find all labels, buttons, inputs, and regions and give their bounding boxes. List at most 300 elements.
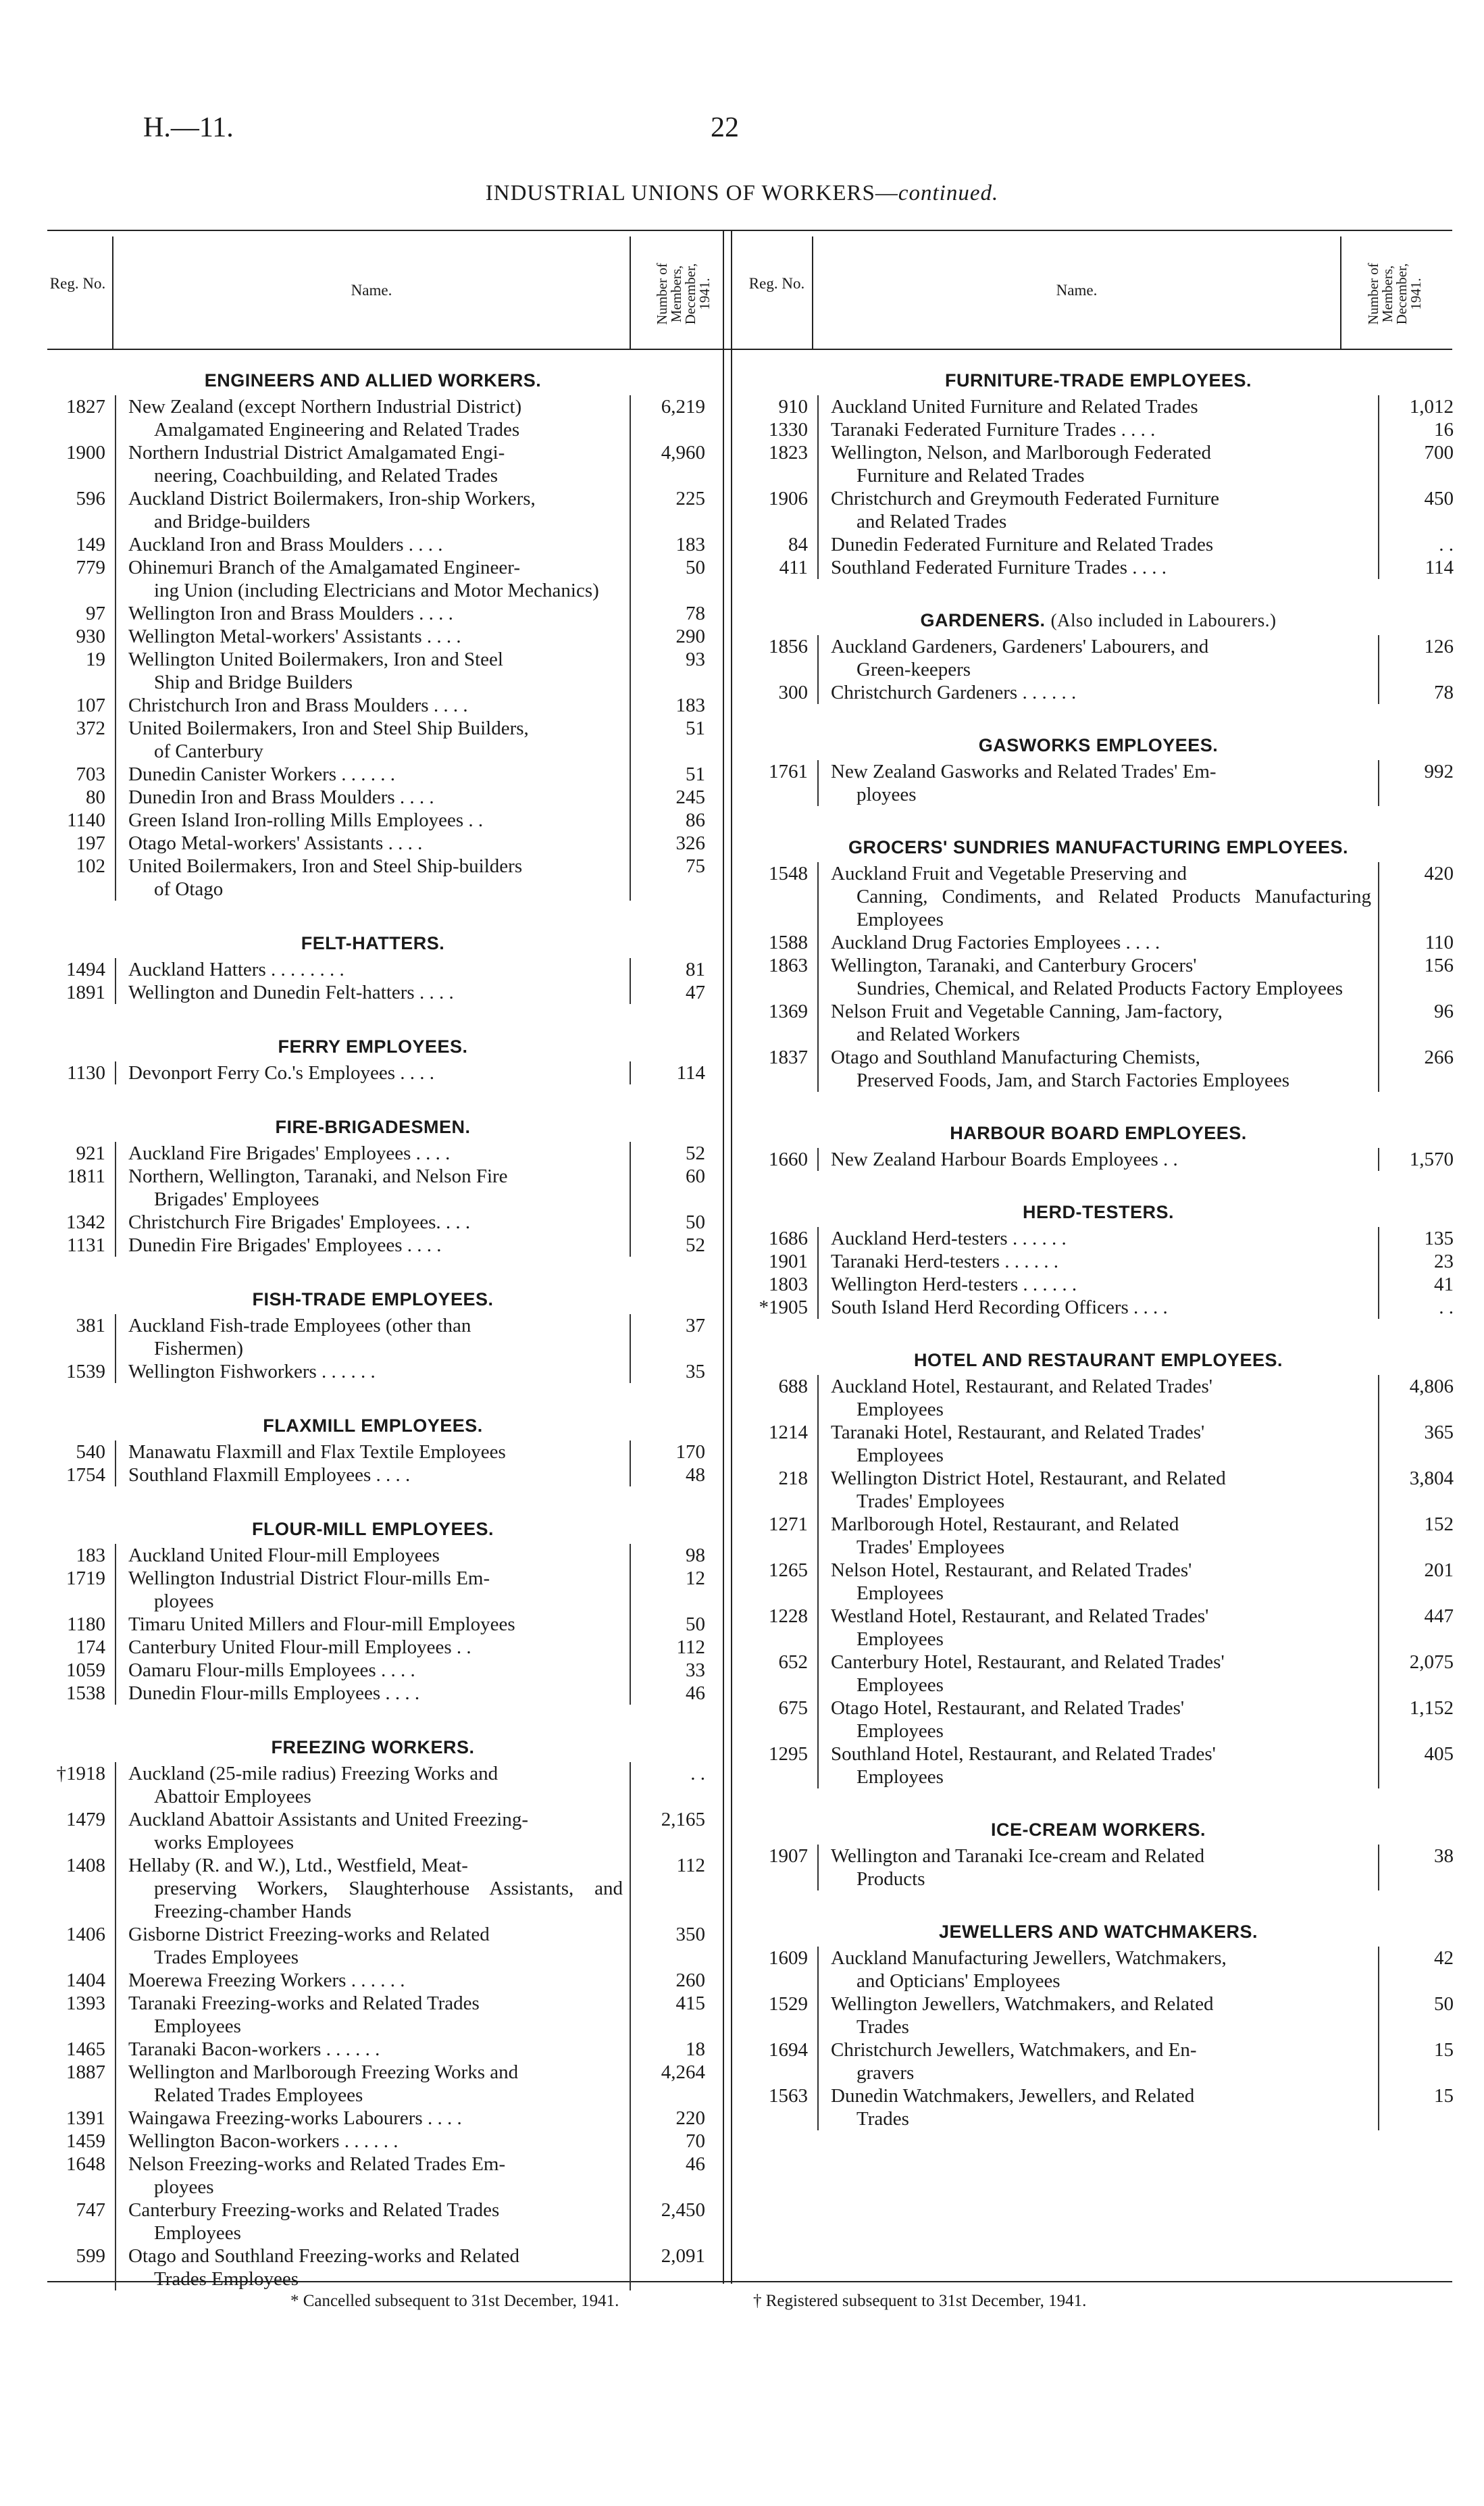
reg-no: *1905 bbox=[759, 1297, 808, 1318]
table-row bbox=[14, 533, 719, 556]
table-row bbox=[716, 1421, 1466, 1467]
reg-no: 149 bbox=[76, 534, 105, 555]
union-name: Auckland District Boilermakers, Iron-ship Workers, and Bridge-builders bbox=[115, 487, 631, 533]
reg-no: 1901 bbox=[769, 1251, 808, 1272]
table-row bbox=[14, 1682, 719, 1705]
member-count: 46 bbox=[686, 2153, 705, 2175]
member-count: 183 bbox=[675, 695, 705, 716]
union-name: Otago Hotel, Restaurant, and Related Trades' Employees bbox=[817, 1697, 1379, 1743]
union-name: Auckland Hatters . . . . . . . . bbox=[115, 958, 631, 981]
reg-no: 411 bbox=[779, 557, 808, 578]
table-row bbox=[716, 1845, 1466, 1890]
reg-no: 1823 bbox=[769, 442, 808, 463]
member-count: 1,570 bbox=[1409, 1149, 1454, 1170]
union-name: Auckland Manufacturing Jewellers, Watchmakers, and Opticians' Employees bbox=[817, 1947, 1379, 1993]
member-count: 3,804 bbox=[1409, 1468, 1454, 1489]
union-name: Timaru United Millers and Flour-mill Employees bbox=[115, 1613, 631, 1636]
reg-no: 1342 bbox=[66, 1211, 105, 1233]
reg-no: 174 bbox=[76, 1636, 105, 1658]
table-row bbox=[716, 760, 1466, 806]
table-row bbox=[14, 625, 719, 648]
table-row bbox=[716, 395, 1466, 418]
page-number: 22 bbox=[711, 112, 739, 143]
reg-no: 1548 bbox=[769, 863, 808, 884]
reg-no: 1369 bbox=[769, 1001, 808, 1022]
union-name: Moerewa Freezing Workers . . . . . . bbox=[115, 1969, 631, 1992]
member-count: 2,450 bbox=[661, 2199, 705, 2221]
reg-no: 688 bbox=[778, 1376, 808, 1397]
reg-no: 1059 bbox=[66, 1659, 105, 1681]
member-count: 365 bbox=[1424, 1422, 1454, 1443]
union-name: Dunedin Canister Workers . . . . . . bbox=[115, 763, 631, 786]
reg-no: 300 bbox=[778, 682, 808, 703]
section-title: HOTEL AND RESTAURANT EMPLOYEES. bbox=[913, 1350, 1283, 1370]
member-count: 992 bbox=[1424, 761, 1454, 782]
member-count: 51 bbox=[686, 718, 705, 739]
left-column bbox=[14, 370, 719, 2290]
union-name: Dunedin Watchmakers, Jewellers, and Related Trades bbox=[817, 2084, 1379, 2130]
member-count: 47 bbox=[686, 982, 705, 1003]
table-row bbox=[14, 2038, 719, 2061]
union-name: Waingawa Freezing-works Labourers . . . . bbox=[115, 2107, 631, 2130]
member-count: 290 bbox=[675, 626, 705, 647]
reg-no: 599 bbox=[76, 2245, 105, 2267]
member-count: 60 bbox=[686, 1166, 705, 1187]
member-count: 450 bbox=[1424, 488, 1454, 509]
union-name: Auckland Hotel, Restaurant, and Related Trades' Employees bbox=[817, 1375, 1379, 1421]
reg-no: 1694 bbox=[769, 2039, 808, 2061]
member-count: 78 bbox=[1434, 682, 1454, 703]
reg-no: 1295 bbox=[769, 1743, 808, 1765]
reg-no: 381 bbox=[76, 1315, 105, 1336]
reg-no: 1271 bbox=[769, 1513, 808, 1535]
union-name: Auckland Herd-testers . . . . . . bbox=[817, 1227, 1379, 1250]
union-name: Nelson Freezing-works and Related Trades Em- ployees bbox=[115, 2153, 631, 2199]
reg-no: 1494 bbox=[66, 959, 105, 980]
reg-no: 1891 bbox=[66, 982, 105, 1003]
reg-no: 930 bbox=[76, 626, 105, 647]
table-row bbox=[716, 1697, 1466, 1743]
table-row bbox=[14, 809, 719, 832]
reg-no: 1660 bbox=[769, 1149, 808, 1170]
section-title: FERRY EMPLOYEES. bbox=[278, 1036, 468, 1057]
reg-no: 1330 bbox=[769, 419, 808, 441]
name-header: Name. bbox=[351, 282, 392, 299]
union-name: Dunedin Federated Furniture and Related Trades bbox=[817, 533, 1379, 556]
union-name: Southland Flaxmill Employees . . . . bbox=[115, 1463, 631, 1486]
member-count: 75 bbox=[686, 855, 705, 877]
reg-no: 1131 bbox=[67, 1234, 105, 1256]
reg-no: 1214 bbox=[769, 1422, 808, 1443]
union-name: Canterbury United Flour-mill Employees . . bbox=[115, 1636, 631, 1659]
table-header-rule bbox=[47, 349, 1452, 350]
reg-no: 1754 bbox=[66, 1464, 105, 1486]
table-row bbox=[14, 832, 719, 855]
member-count: 51 bbox=[686, 763, 705, 785]
union-name: Wellington Metal-workers' Assistants . . . . bbox=[115, 625, 631, 648]
table-row bbox=[716, 1743, 1466, 1788]
table-row bbox=[14, 1142, 719, 1165]
union-name: Wellington Jewellers, Watchmakers, and Related Trades bbox=[817, 1993, 1379, 2038]
member-count: 35 bbox=[686, 1361, 705, 1382]
member-count: 70 bbox=[686, 2130, 705, 2152]
member-count: 15 bbox=[1434, 2039, 1454, 2061]
reg-no: 372 bbox=[76, 718, 105, 739]
section-title: FIRE-BRIGADESMEN. bbox=[275, 1117, 471, 1137]
reg-no: 779 bbox=[76, 557, 105, 578]
member-count: 2,165 bbox=[661, 1809, 705, 1830]
union-name: Wellington Herd-testers . . . . . . bbox=[817, 1273, 1379, 1296]
reg-no: 1228 bbox=[769, 1605, 808, 1627]
table-row bbox=[716, 635, 1466, 681]
union-name: Auckland United Flour-mill Employees bbox=[115, 1544, 631, 1567]
member-count: 114 bbox=[676, 1062, 705, 1084]
reg-no: 1837 bbox=[769, 1047, 808, 1068]
union-name: Wellington and Dunedin Felt-hatters . . . . bbox=[115, 981, 631, 1004]
table-row bbox=[14, 2199, 719, 2245]
member-count: 50 bbox=[686, 1613, 705, 1635]
reg-no: 1393 bbox=[66, 1993, 105, 2014]
table-row bbox=[14, 717, 719, 763]
reg-no: 1900 bbox=[66, 442, 105, 463]
table-row bbox=[14, 2107, 719, 2130]
union-name: Auckland Drug Factories Employees . . . . bbox=[817, 931, 1379, 954]
union-name: Auckland Gardeners, Gardeners' Labourers, and Green-keepers bbox=[817, 635, 1379, 681]
table-top-rule bbox=[47, 230, 1452, 231]
table-row bbox=[14, 855, 719, 901]
union-name: Marlborough Hotel, Restaurant, and Related Trades' Employees bbox=[817, 1513, 1379, 1559]
union-name: Christchurch Iron and Brass Moulders . . . . bbox=[115, 694, 631, 717]
table-row bbox=[14, 2130, 719, 2153]
reg-no: 1539 bbox=[66, 1361, 105, 1382]
reg-no: 97 bbox=[86, 603, 105, 624]
table-row bbox=[14, 441, 719, 487]
table-row bbox=[14, 1440, 719, 1463]
table-row bbox=[716, 1467, 1466, 1513]
table-row bbox=[716, 1250, 1466, 1273]
table-row bbox=[716, 862, 1466, 931]
reg-no: 1391 bbox=[66, 2107, 105, 2129]
member-count: 38 bbox=[1434, 1845, 1454, 1867]
reg-no: 1856 bbox=[769, 636, 808, 657]
table-row bbox=[14, 1969, 719, 1992]
table-row bbox=[716, 681, 1466, 704]
table-row bbox=[716, 1296, 1466, 1319]
reg-no: 1408 bbox=[66, 1855, 105, 1876]
union-name: Southland Hotel, Restaurant, and Related Trades' Employees bbox=[817, 1743, 1379, 1788]
reg-no: 183 bbox=[76, 1545, 105, 1566]
union-name: Wellington and Taranaki Ice-cream and Related Products bbox=[817, 1845, 1379, 1890]
table-row bbox=[716, 1273, 1466, 1296]
section-title: FLOUR-MILL EMPLOYEES. bbox=[251, 1519, 494, 1539]
member-count: . . bbox=[1439, 1297, 1454, 1318]
union-name: Auckland Abattoir Assistants and United Freezing- works Employees bbox=[115, 1808, 631, 1854]
table-row bbox=[14, 694, 719, 717]
reg-no: 1803 bbox=[769, 1274, 808, 1295]
union-name: Christchurch Fire Brigades' Employees. . . . bbox=[115, 1211, 631, 1234]
table-row bbox=[14, 1314, 719, 1360]
table-row bbox=[716, 533, 1466, 556]
union-name: Christchurch Jewellers, Watchmakers, and En- gravers bbox=[817, 2038, 1379, 2084]
union-name: Oamaru Flour-mills Employees . . . . bbox=[115, 1659, 631, 1682]
reg-no: 84 bbox=[788, 534, 808, 555]
table-row bbox=[716, 1947, 1466, 1993]
table-row bbox=[716, 487, 1466, 533]
reg-no: 1863 bbox=[769, 955, 808, 976]
union-name: United Boilermakers, Iron and Steel Ship Builders, of Canterbury bbox=[115, 717, 631, 763]
right-column bbox=[716, 370, 1466, 2130]
table-row bbox=[14, 1211, 719, 1234]
union-name: Wellington United Boilermakers, Iron and Steel Ship and Bridge Builders bbox=[115, 648, 631, 694]
union-name: Taranaki Freezing-works and Related Trades Employees bbox=[115, 1992, 631, 2038]
section-title: GASWORKS EMPLOYEES. bbox=[978, 735, 1219, 755]
member-count: 447 bbox=[1424, 1605, 1454, 1627]
member-count: 170 bbox=[675, 1441, 705, 1463]
union-name: Northern Industrial District Amalgamated Engi- neering, Coachbuilding, and Related Trades bbox=[115, 441, 631, 487]
reg-no: 1588 bbox=[769, 932, 808, 953]
reg-no: 1761 bbox=[769, 761, 808, 782]
table-row bbox=[716, 931, 1466, 954]
member-count: 225 bbox=[675, 488, 705, 509]
table-row bbox=[716, 1651, 1466, 1697]
member-count: 46 bbox=[686, 1682, 705, 1704]
reg-no: 218 bbox=[778, 1468, 808, 1489]
reg-no: 1479 bbox=[66, 1809, 105, 1830]
section-title: ENGINEERS AND ALLIED WORKERS. bbox=[204, 370, 542, 391]
reg-no: 102 bbox=[76, 855, 105, 877]
table-row bbox=[14, 2245, 719, 2290]
member-count: 420 bbox=[1424, 863, 1454, 884]
member-count: . . bbox=[1439, 534, 1454, 555]
footnote-cancelled: * Cancelled subsequent to 31st December, 1941. bbox=[290, 2292, 619, 2310]
member-count: 6,219 bbox=[661, 396, 705, 418]
reg-no: 1609 bbox=[769, 1947, 808, 1969]
section-title: FISH-TRADE EMPLOYEES. bbox=[252, 1289, 494, 1309]
table-row bbox=[14, 1762, 719, 1808]
reg-no: 1811 bbox=[67, 1166, 105, 1187]
page-title: INDUSTRIAL UNIONS OF WORKERS—continued. bbox=[485, 181, 999, 205]
table-row bbox=[14, 602, 719, 625]
member-count: 266 bbox=[1424, 1047, 1454, 1068]
member-count: 415 bbox=[675, 1993, 705, 2014]
table-row bbox=[716, 2084, 1466, 2130]
member-count: 50 bbox=[686, 557, 705, 578]
header-divider bbox=[1340, 236, 1341, 349]
table-row bbox=[14, 981, 719, 1004]
reg-no: 675 bbox=[778, 1697, 808, 1719]
union-name: Wellington Industrial District Flour-mills Em- ployees bbox=[115, 1567, 631, 1613]
table-row bbox=[14, 786, 719, 809]
member-count: 135 bbox=[1424, 1228, 1454, 1249]
union-name: Nelson Hotel, Restaurant, and Related Trades' Employees bbox=[817, 1559, 1379, 1605]
table-row bbox=[716, 1375, 1466, 1421]
section-note: (Also included in Labourers.) bbox=[1050, 610, 1277, 630]
member-count: 93 bbox=[686, 649, 705, 670]
members-header: Number of Members, December, 1941. bbox=[654, 263, 713, 325]
table-row bbox=[716, 441, 1466, 487]
member-count: 112 bbox=[676, 1636, 705, 1658]
union-name: Christchurch and Greymouth Federated Furniture and Related Trades bbox=[817, 487, 1379, 533]
reg-no: 1563 bbox=[769, 2085, 808, 2107]
header-divider bbox=[812, 236, 813, 349]
section-title: JEWELLERS AND WATCHMAKERS. bbox=[939, 1922, 1258, 1942]
union-name: Green Island Iron-rolling Mills Employees . . bbox=[115, 809, 631, 832]
reg-no: 1887 bbox=[66, 2061, 105, 2083]
section-title: HERD-TESTERS. bbox=[1022, 1202, 1175, 1222]
union-name: Auckland Iron and Brass Moulders . . . . bbox=[115, 533, 631, 556]
union-name: Auckland United Furniture and Related Trades bbox=[817, 395, 1379, 418]
member-count: 42 bbox=[1434, 1947, 1454, 1969]
union-name: Dunedin Iron and Brass Moulders . . . . bbox=[115, 786, 631, 809]
reg-no: 1130 bbox=[67, 1062, 105, 1084]
table-row bbox=[716, 418, 1466, 441]
member-count: 2,091 bbox=[661, 2245, 705, 2267]
reg-no: 107 bbox=[76, 695, 105, 716]
table-row bbox=[716, 954, 1466, 1000]
section-title: ICE-CREAM WORKERS. bbox=[991, 1820, 1206, 1840]
member-count: 4,806 bbox=[1409, 1376, 1454, 1397]
reg-no: 1529 bbox=[769, 1993, 808, 2015]
table-row bbox=[14, 1360, 719, 1383]
member-count: 52 bbox=[686, 1234, 705, 1256]
reg-no-header: Reg. No. bbox=[49, 275, 106, 292]
union-name: New Zealand (except Northern Industrial District) Amalgamated Engineering and Related Trades bbox=[115, 395, 631, 441]
reg-no: 1686 bbox=[769, 1228, 808, 1249]
reg-no: 197 bbox=[76, 832, 105, 854]
name-header: Name. bbox=[1056, 282, 1098, 299]
member-count: 50 bbox=[1434, 1993, 1454, 2015]
union-name: Auckland Fish-trade Employees (other than Fishermen) bbox=[115, 1314, 631, 1360]
section-title: FLAXMILL EMPLOYEES. bbox=[263, 1415, 483, 1436]
union-name: Hellaby (R. and W.), Ltd., Westfield, Meat- preserving Workers, Slaughterhouse Assistants, and Freezing-chamber Hands bbox=[115, 1854, 631, 1923]
reg-no: 1140 bbox=[67, 809, 105, 831]
member-count: 220 bbox=[675, 2107, 705, 2129]
member-count: 48 bbox=[686, 1464, 705, 1486]
member-count: 326 bbox=[675, 832, 705, 854]
member-count: 700 bbox=[1424, 442, 1454, 463]
union-name: Dunedin Flour-mills Employees . . . . bbox=[115, 1682, 631, 1705]
union-name: Taranaki Hotel, Restaurant, and Related Trades' Employees bbox=[817, 1421, 1379, 1467]
reg-no: 921 bbox=[76, 1143, 105, 1164]
table-row bbox=[14, 1463, 719, 1486]
document-reference: H.—11. bbox=[143, 112, 234, 143]
member-count: 201 bbox=[1424, 1559, 1454, 1581]
union-name: Gisborne District Freezing-works and Related Trades Employees bbox=[115, 1923, 631, 1969]
table-row bbox=[14, 556, 719, 602]
reg-no: 1406 bbox=[66, 1924, 105, 1945]
table-row bbox=[14, 1567, 719, 1613]
member-count: 78 bbox=[686, 603, 705, 624]
section-title: FURNITURE-TRADE EMPLOYEES. bbox=[944, 370, 1252, 391]
reg-no: 652 bbox=[778, 1651, 808, 1673]
member-count: 16 bbox=[1434, 419, 1454, 441]
table-row bbox=[14, 2061, 719, 2107]
member-count: 126 bbox=[1424, 636, 1454, 657]
union-name: Dunedin Fire Brigades' Employees . . . . bbox=[115, 1234, 631, 1257]
union-name: Wellington, Nelson, and Marlborough Federated Furniture and Related Trades bbox=[817, 441, 1379, 487]
union-name: Manawatu Flaxmill and Flax Textile Employees bbox=[115, 1440, 631, 1463]
member-count: 1,152 bbox=[1409, 1697, 1454, 1719]
table-row bbox=[14, 1854, 719, 1923]
reg-no: 540 bbox=[76, 1441, 105, 1463]
member-count: 110 bbox=[1425, 932, 1454, 953]
member-count: 114 bbox=[1425, 557, 1454, 578]
union-name: Wellington District Hotel, Restaurant, and Related Trades' Employees bbox=[817, 1467, 1379, 1513]
union-name: Southland Federated Furniture Trades . . . . bbox=[817, 556, 1379, 579]
member-count: 50 bbox=[686, 1211, 705, 1233]
member-count: 112 bbox=[676, 1855, 705, 1876]
table-row bbox=[14, 1234, 719, 1257]
table-row bbox=[716, 1605, 1466, 1651]
reg-no: 747 bbox=[76, 2199, 105, 2221]
table-row bbox=[14, 487, 719, 533]
table-row bbox=[716, 1559, 1466, 1605]
member-count: 156 bbox=[1424, 955, 1454, 976]
reg-no: 910 bbox=[778, 396, 808, 418]
table-row bbox=[14, 1636, 719, 1659]
union-name: South Island Herd Recording Officers . . . . bbox=[817, 1296, 1379, 1319]
member-count: 18 bbox=[686, 2038, 705, 2060]
union-name: Nelson Fruit and Vegetable Canning, Jam-factory, and Related Workers bbox=[817, 1000, 1379, 1046]
union-name: New Zealand Harbour Boards Employees . . bbox=[817, 1148, 1379, 1171]
reg-no: 1719 bbox=[66, 1568, 105, 1589]
union-name: Otago Metal-workers' Assistants . . . . bbox=[115, 832, 631, 855]
reg-no: 596 bbox=[76, 488, 105, 509]
member-count: 245 bbox=[675, 786, 705, 808]
union-name: Wellington Bacon-workers . . . . . . bbox=[115, 2130, 631, 2153]
reg-no: 1404 bbox=[66, 1970, 105, 1991]
table-row bbox=[14, 1923, 719, 1969]
reg-no: 1180 bbox=[67, 1613, 105, 1635]
member-count: 183 bbox=[675, 534, 705, 555]
table-row bbox=[14, 2153, 719, 2199]
reg-no: †1918 bbox=[56, 1763, 105, 1784]
reg-no: 1538 bbox=[66, 1682, 105, 1704]
reg-no-header: Reg. No. bbox=[748, 275, 805, 292]
union-name: Canterbury Freezing-works and Related Trades Employees bbox=[115, 2199, 631, 2245]
union-name: Northern, Wellington, Taranaki, and Nelson Fire Brigades' Employees bbox=[115, 1165, 631, 1211]
reg-no: 703 bbox=[76, 763, 105, 785]
union-name: New Zealand Gasworks and Related Trades' Em- ployees bbox=[817, 760, 1379, 806]
table-row bbox=[14, 1992, 719, 2038]
member-count: 1,012 bbox=[1409, 396, 1454, 418]
union-name: Wellington Fishworkers . . . . . . bbox=[115, 1360, 631, 1383]
union-name: Canterbury Hotel, Restaurant, and Related Trades' Employees bbox=[817, 1651, 1379, 1697]
section-title: HARBOUR BOARD EMPLOYEES. bbox=[950, 1123, 1247, 1143]
union-name: Christchurch Gardeners . . . . . . bbox=[817, 681, 1379, 704]
reg-no: 80 bbox=[86, 786, 105, 808]
table-row bbox=[14, 958, 719, 981]
section-title: FELT-HATTERS. bbox=[301, 933, 445, 953]
table-row bbox=[716, 1993, 1466, 2038]
reg-no: 1648 bbox=[66, 2153, 105, 2175]
table-row bbox=[14, 763, 719, 786]
member-count: 4,264 bbox=[661, 2061, 705, 2083]
member-count: 37 bbox=[686, 1315, 705, 1336]
table-row bbox=[14, 1165, 719, 1211]
table-row bbox=[14, 395, 719, 441]
union-name: Taranaki Federated Furniture Trades . . . . bbox=[817, 418, 1379, 441]
member-count: 260 bbox=[675, 1970, 705, 1991]
header-divider bbox=[112, 236, 113, 349]
union-name: Taranaki Herd-testers . . . . . . bbox=[817, 1250, 1379, 1273]
section-title: FREEZING WORKERS. bbox=[271, 1737, 475, 1757]
table-row bbox=[716, 2038, 1466, 2084]
union-name: Auckland Fire Brigades' Employees . . . . bbox=[115, 1142, 631, 1165]
reg-no: 1907 bbox=[769, 1845, 808, 1867]
union-name: Auckland Fruit and Vegetable Preserving and Canning, Condiments, and Related Products Manufacturing Employees bbox=[817, 862, 1379, 931]
reg-no: 1465 bbox=[66, 2038, 105, 2060]
